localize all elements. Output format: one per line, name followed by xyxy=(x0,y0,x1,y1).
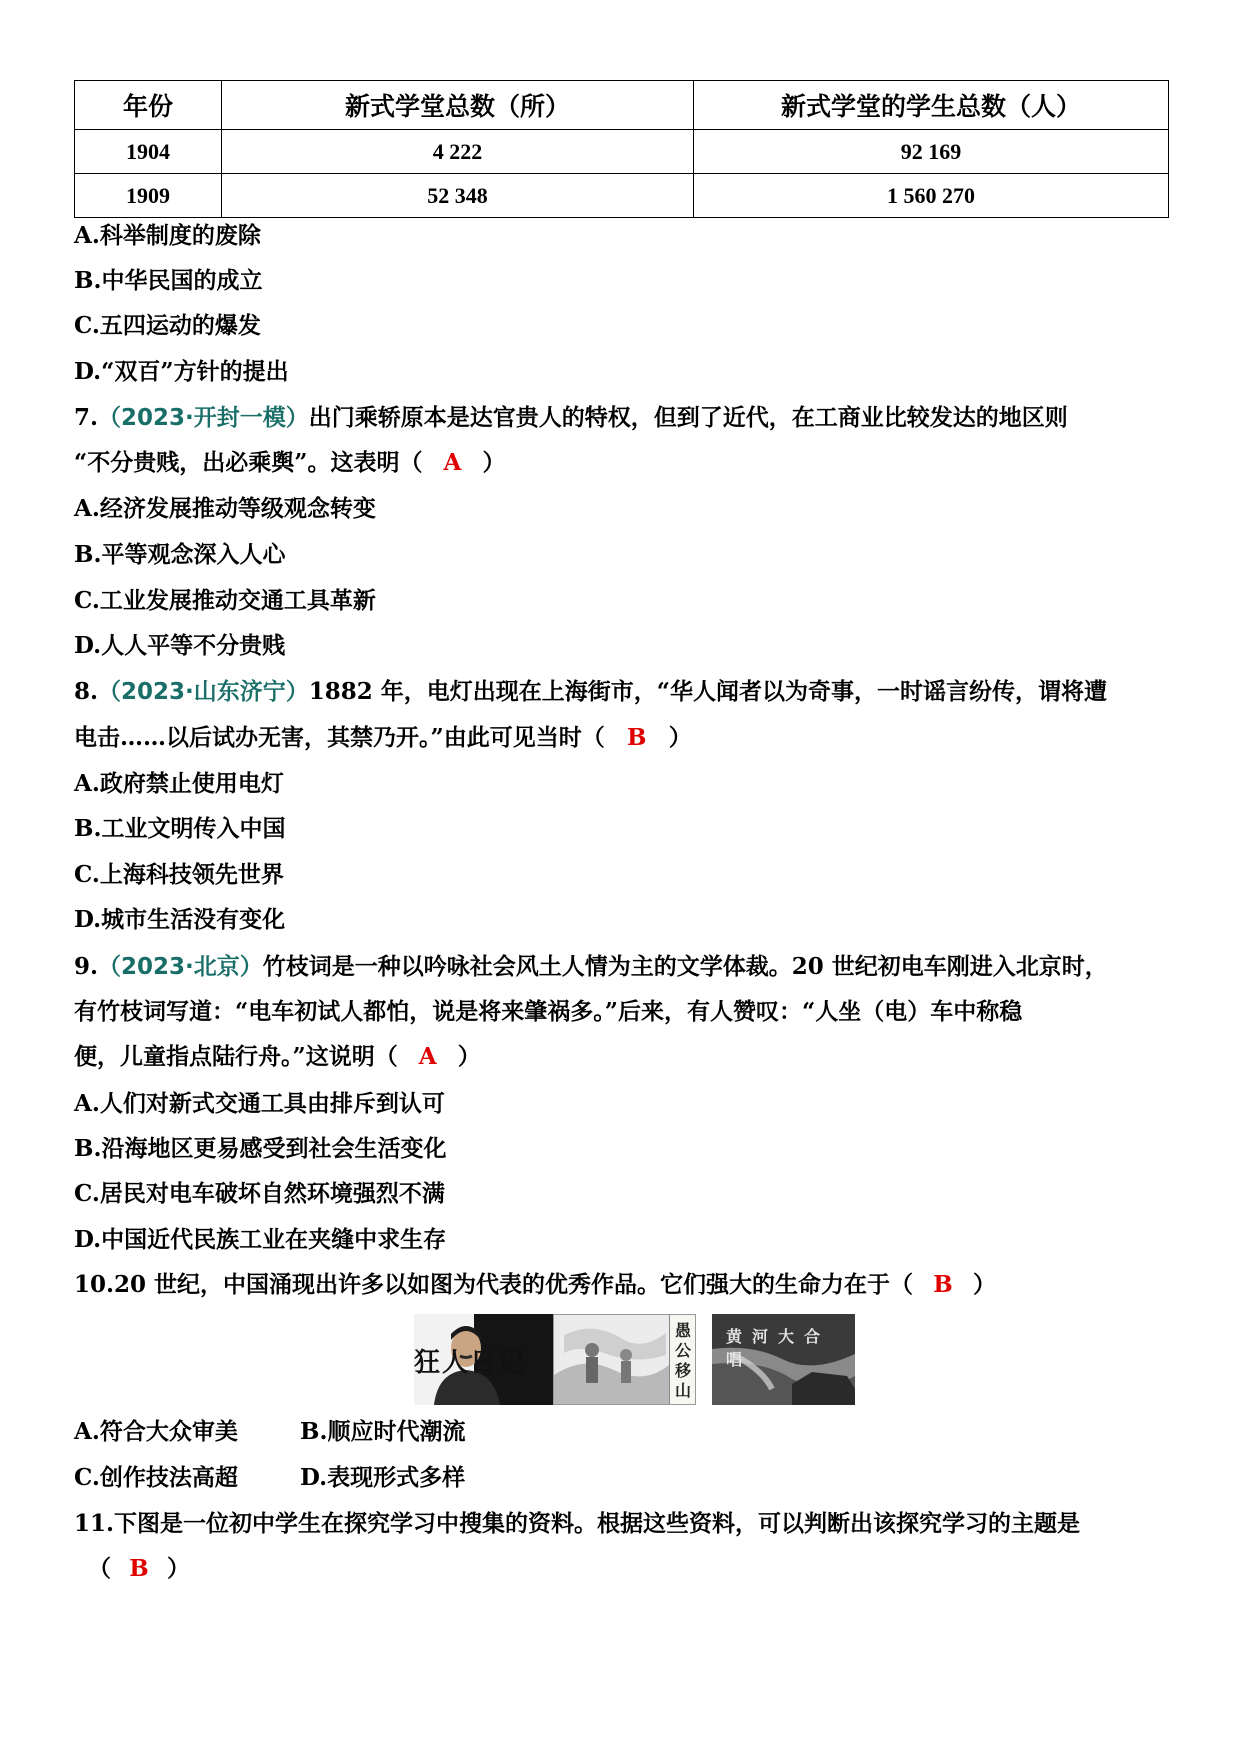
q7-answer: A xyxy=(443,449,462,476)
q7-text: 出门乘轿原本是达官贵人的特权，但到了近代，在工商业比较发达的地区则 xyxy=(308,404,1068,431)
q8-answer: B xyxy=(627,724,647,751)
table-header-row xyxy=(75,81,1169,130)
table-row xyxy=(75,130,1169,174)
q7-paren-close: ） xyxy=(482,449,506,476)
q8-number: 8. xyxy=(74,678,99,705)
q10-option-c: C.创作技法高超 xyxy=(74,1464,238,1491)
q6-option-b: B.中华民国的成立 xyxy=(74,267,263,294)
cell-school-count: 4 222 xyxy=(222,130,694,174)
q10-option-a: A.符合大众审美 xyxy=(74,1418,238,1445)
q11-stem-line2 xyxy=(88,1550,190,1583)
image-2-title: 愚公移山 xyxy=(675,1321,692,1400)
school-statistics-table xyxy=(74,80,1169,218)
q8-stem-line2 xyxy=(74,719,692,752)
q11-paren-open: （ xyxy=(88,1555,111,1582)
q8-option-b: B.工业文明传入中国 xyxy=(74,815,286,842)
q10-answer: B xyxy=(933,1271,953,1298)
q6-option-c: C.五四运动的爆发 xyxy=(74,312,261,339)
q9-option-d: D.中国近代民族工业在夹缝中求生存 xyxy=(74,1226,447,1253)
q8-text: 1882 年，电灯出现在上海街市，“华人闻者以为奇事，一时谣言纷传，谓将遭 xyxy=(308,678,1108,705)
q8-option-d: D.城市生活没有变化 xyxy=(74,906,286,933)
q10-text: 10.20 世纪，中国涌现出许多以如图为代表的优秀作品。它们强大的生命力在于（ xyxy=(74,1271,914,1298)
q9-option-a: A.人们对新式交通工具由排斥到认可 xyxy=(74,1090,445,1117)
q9-stem-line2: 有竹枝词写道：“电车初试人都怕，说是将来肇祸多。”后来，有人赞叹：“人坐（电）车中称稳 xyxy=(74,998,1023,1025)
image-yugong-yishan xyxy=(553,1314,696,1405)
q9-text: 竹枝词是一种以吟咏社会风土人情为主的文学体裁。20 世纪初电车刚进入北京时， xyxy=(262,953,1108,980)
cell-student-count: 92 169 xyxy=(694,130,1169,174)
q9-answer: A xyxy=(418,1043,437,1070)
q7-source: （2023·开封一模） xyxy=(98,405,309,431)
image-huanghe-dahechang xyxy=(712,1314,855,1405)
q8-stem-line1 xyxy=(74,673,1107,706)
q9-text-3: 便，儿童指点陆行舟。”这说明（ xyxy=(74,1043,398,1070)
q9-paren-close: ） xyxy=(457,1043,481,1070)
q7-stem-line1 xyxy=(74,399,1068,432)
q10-paren-close: ） xyxy=(973,1271,997,1298)
q8-source: （2023·山东济宁） xyxy=(98,679,309,705)
q7-stem-line2 xyxy=(74,444,505,477)
cell-year: 1904 xyxy=(75,130,222,174)
q7-option-a: A.经济发展推动等级观念转变 xyxy=(74,495,376,522)
q7-number: 7. xyxy=(74,404,99,431)
q8-option-a: A.政府禁止使用电灯 xyxy=(74,770,284,797)
cell-student-count: 1 560 270 xyxy=(694,174,1169,218)
q10-option-d: D.表现形式多样 xyxy=(300,1464,466,1491)
image-3-title: 黄河大合唱 xyxy=(726,1327,831,1369)
q10-option-b: B.顺应时代潮流 xyxy=(300,1418,466,1445)
q8-paren-close: ） xyxy=(668,724,692,751)
q11-answer: B xyxy=(129,1555,149,1582)
q9-source: （2023·北京） xyxy=(98,954,263,980)
q8-option-c: C.上海科技领先世界 xyxy=(74,861,284,888)
q9-option-b: B.沿海地区更易感受到社会生活变化 xyxy=(74,1135,447,1162)
q8-text-2: 电击……以后试办无害，其禁乃开。”由此可见当时（ xyxy=(74,724,605,751)
q6-option-a: A.科举制度的废除 xyxy=(74,222,261,249)
q6-option-d: D.“双百”方针的提出 xyxy=(74,358,289,385)
q9-number: 9. xyxy=(74,953,99,980)
cell-school-count: 52 348 xyxy=(222,174,694,218)
q9-stem-line3 xyxy=(74,1038,481,1071)
q11-paren-close: ） xyxy=(167,1555,190,1582)
image-kuangren-riji xyxy=(414,1314,558,1405)
image-1-title: 狂人日记 xyxy=(414,1348,527,1378)
q7-option-b: B.平等观念深入人心 xyxy=(74,541,286,568)
q9-stem-line1 xyxy=(74,948,1108,981)
header-school-count: 新式学堂总数（所） xyxy=(222,81,694,130)
q7-text-2: “不分贵贱，出必乘舆”。这表明（ xyxy=(74,449,423,476)
q11-stem-line1: 11.下图是一位初中学生在探究学习中搜集的资料。根据这些资料，可以判断出该探究学习的主题是 xyxy=(74,1510,1081,1537)
q9-option-c: C.居民对电车破坏自然环境强烈不满 xyxy=(74,1180,445,1207)
cell-year: 1909 xyxy=(75,174,222,218)
table-row xyxy=(75,174,1169,218)
header-year: 年份 xyxy=(75,81,222,130)
q7-option-d: D.人人平等不分贵贱 xyxy=(74,632,286,659)
header-student-count: 新式学堂的学生总数（人） xyxy=(694,81,1169,130)
q7-option-c: C.工业发展推动交通工具革新 xyxy=(74,587,376,614)
q10-stem-line1 xyxy=(74,1266,996,1299)
